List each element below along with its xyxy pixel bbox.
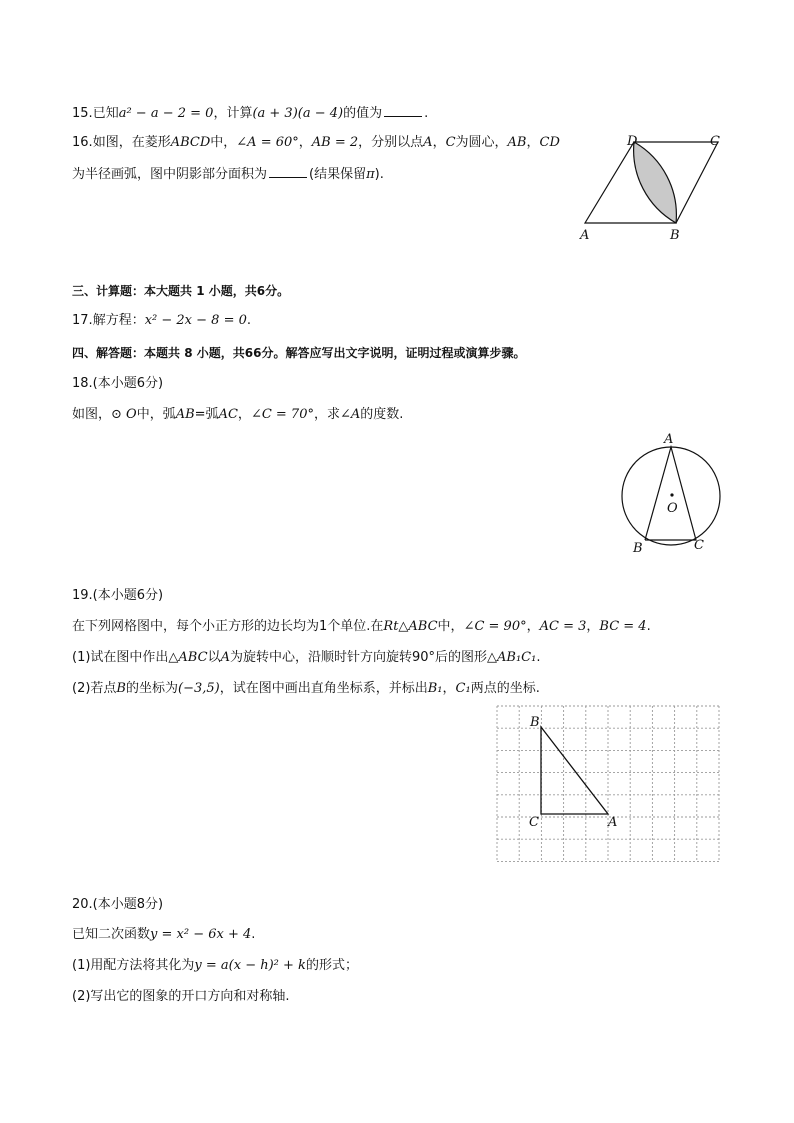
- q15-equation: a² − a − 2 = 0: [118, 106, 214, 121]
- question-20-line1: 已知二次函数y = x² − 6x + 4.: [72, 927, 256, 942]
- question-19-part2: (2)若点B的坐标为(−3,5)，试在图中画出直角坐标系，并标出B₁，C₁两点的坐标.: [72, 681, 540, 696]
- question-17: 17.解方程：x² − 2x − 8 = 0.: [72, 313, 252, 328]
- question-18: 如图，⊙ O中，弧AB=弧AC，∠C = 70°，求∠A的度数.: [72, 407, 404, 422]
- question-19-line1: 在下列网格图中，每个小正方形的边长均为1个单位.在Rt△ABC中，∠C = 90°，AC = 3，BC = 4.: [72, 619, 651, 634]
- center-point: [670, 493, 673, 496]
- answer-blank: [384, 104, 422, 117]
- q15-number: 15.: [72, 106, 93, 121]
- section-4-heading: 四、解答题：本题共 8 小题，共66分。解答应写出文字说明，证明过程或演算步骤。: [72, 346, 526, 360]
- shaded-lens: [634, 142, 677, 223]
- grid-figure: [496, 705, 720, 859]
- answer-blank: [269, 165, 307, 178]
- triangle-ABC: [541, 727, 608, 814]
- label-B: B: [633, 541, 643, 556]
- question-18-title: 18.(本小题6分): [72, 376, 164, 391]
- label-A: A: [608, 815, 618, 830]
- question-16: 16.如图，在菱形ABCD中，∠A = 60°，AB = 2，分别以点A，C为圆心，AB，CD: [72, 135, 560, 150]
- q15-expression: (a + 3)(a − 4): [252, 106, 344, 121]
- label-C: C: [710, 134, 720, 149]
- label-C: C: [694, 538, 704, 553]
- label-C: C: [529, 815, 539, 830]
- circle-figure: [612, 428, 732, 558]
- label-D: D: [627, 134, 638, 149]
- question-20-part2: (2)写出它的图象的开口方向和对称轴.: [72, 989, 290, 1004]
- triangle-ABC: [645, 447, 696, 540]
- section-3-heading: 三、计算题：本大题共 1 小题，共6分。: [72, 284, 290, 298]
- label-A: A: [664, 432, 674, 447]
- question-20-title: 20.(本小题8分): [72, 897, 164, 912]
- question-20-part1: (1)用配方法将其化为y = a(x − h)² + k的形式；: [72, 958, 358, 973]
- label-B: B: [670, 228, 680, 243]
- question-15: 15.已知a² − a − 2 = 0，计算(a + 3)(a − 4)的值为 .: [72, 106, 429, 121]
- label-B: B: [530, 715, 540, 730]
- question-19-title: 19.(本小题6分): [72, 588, 164, 603]
- label-O: O: [667, 501, 678, 516]
- label-A: A: [580, 228, 590, 243]
- question-16-line2: 为半径画弧，图中阴影部分面积为 (结果保留π).: [72, 167, 384, 182]
- q17-equation: x² − 2x − 8 = 0: [144, 313, 247, 328]
- rhombus-figure: [578, 132, 728, 244]
- question-19-part1: (1)试在图中作出△ABC以A为旋转中心，沿顺时针方向旋转90°后的图形△AB₁C₁.: [72, 650, 541, 665]
